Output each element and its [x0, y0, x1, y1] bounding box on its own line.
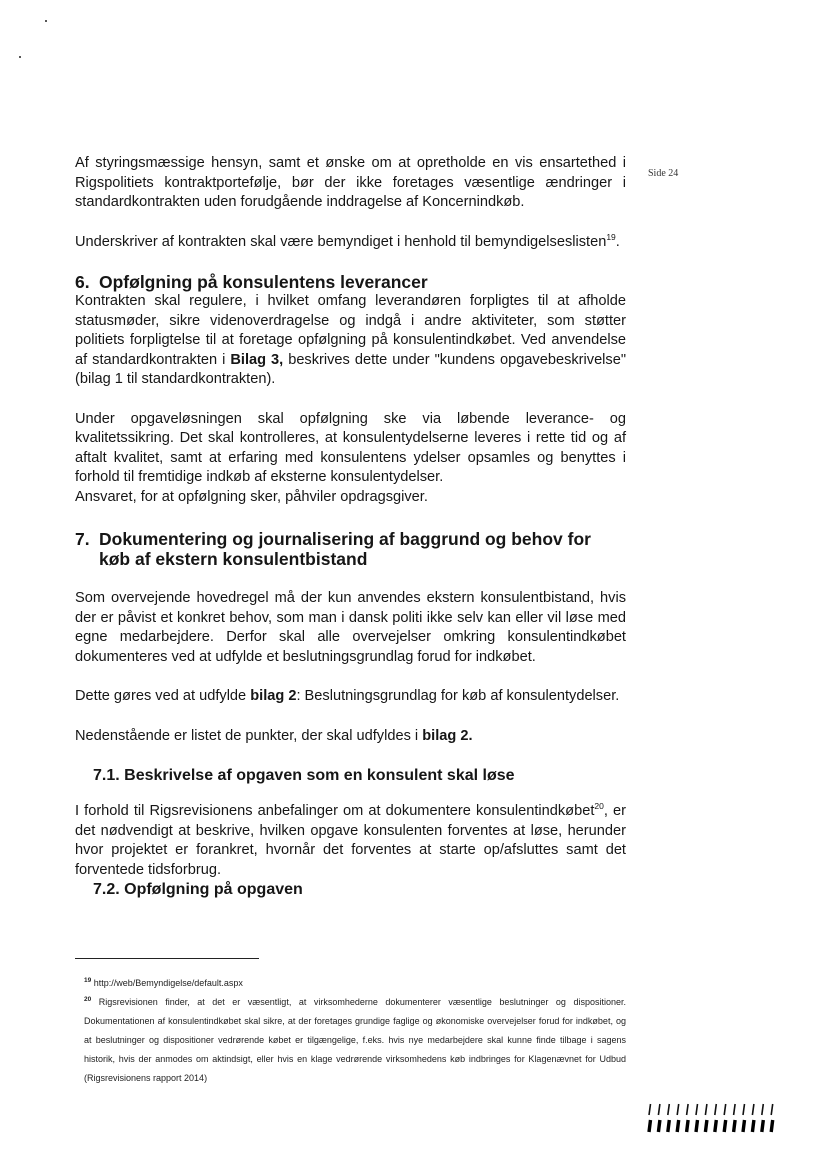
- footnote-19: [84, 974, 626, 993]
- footnote-separator: [75, 958, 259, 959]
- footnote-20-text: Rigsrevisionen finder, at det er væsentligt, at virksomhederne dokumenterer væsentlige beslutninger og dispositioner. Dokumentationen af konsulentindkøbet skal sikre, at der foretages grundige faglige og økonomiske overvejelser forud for indkøbet, og at beslutninger og dispositioner vedrørende købet er tilgængelige, f.eks. hvis nye medarbejdere skal kunne finde tilbage i sagens historik, hvis der anmodes om aktindsigt, eller hvis en klage vedrørende virksomhedens køb indbringes for Klagenævnet for Udbud (Rigsrevisionens rapport 2014): [84, 997, 626, 1083]
- bilag-3-reference: Bilag 3,: [230, 351, 284, 368]
- section-6-heading: [75, 272, 626, 292]
- section-7-1-text: I forhold til Rigsrevisionens anbefalinger om at dokumentere konsulentindkøbet: [75, 803, 595, 819]
- section-7-heading: [75, 529, 626, 569]
- section-7-1-heading: 7.1. Beskrivelse af opgaven som en konsulent skal løse: [93, 767, 515, 784]
- section-7-p2-text-end: : Beslutningsgrundlag for køb af konsulentydelser.: [296, 688, 620, 704]
- bilag-2-reference-2: bilag 2.: [422, 727, 473, 744]
- signer-text: Underskriver af kontrakten skal være bemyndiget i henhold til bemyndigelseslisten: [75, 233, 607, 250]
- footnote-19-marker: 19: [84, 977, 92, 984]
- section-7-p2-text: Dette gøres ved at udfylde: [75, 688, 251, 704]
- section-7-1-paragraph: [75, 802, 626, 880]
- section-7-number: 7.: [75, 529, 90, 549]
- footnote-ref-20: 20: [594, 801, 604, 811]
- section-7-1-text-end: , er det nødvendigt at beskrive, hvilken opgave konsulenten forventes at løse, herunder hvor projektet er forankret, hvornår det forventes at starte op/afsluttes samt det forventede tidsforbrug.: [75, 803, 626, 878]
- intro-paragraph: Af styringsmæssige hensyn, samt et ønske om at opretholde en vis ensartethed i Rigspolitiets kontraktportefølje, bør der ikke foretages væsentlige ændringer i standardkontrakten uden forudgående inddragelse af Koncernindkøb.: [75, 155, 626, 210]
- footnote-19-text: http://web/Bemyndigelse/default.aspx: [93, 978, 243, 988]
- footnote-20-marker: 20: [84, 996, 92, 1003]
- page-number-label: Side 24: [648, 168, 679, 179]
- section-6-p1-text: Kontrakten skal regulere, i hvilket omfang leverandøren forpligtes til at afholde statusmøder, sikre videnoverdragelse og indgå i andre aktiviteter, som støtter politiets forpligtelse til at foretage opfølgning på konsulentindkøbet. Ved anvendelse af standardkontrakten i: [75, 293, 626, 368]
- document-body: [75, 154, 626, 899]
- section-7-paragraph-2: [75, 687, 626, 707]
- footnote-20: [84, 993, 626, 1088]
- section-7-title-line-1: Dokumentering og journalisering af baggrund og behov for: [99, 529, 591, 549]
- section-6-number: 6.: [75, 272, 90, 292]
- section-7-paragraph-3: [75, 727, 626, 747]
- section-7-paragraph-1: Som overvejende hovedregel må der kun anvendes ekstern konsulentbistand, hvis der er påvist et konkret behov, som man i dansk politi ikke selv kan eller vil løse med egne medarbejdere. Derfor skal alle overvejelser omkring konsulentindkøbet dokumenteres ved at udfylde et beslutningsgrundlag forud for indkøbet.: [75, 590, 626, 665]
- section-6-paragraph-3: Ansvaret, for at opfølgning sker, påhviler opdragsgiver.: [75, 488, 428, 505]
- section-6-p1-text-end: beskrives dette under "kundens opgavebeskrivelse" (bilag 1 til standardkontrakten).: [75, 351, 627, 387]
- bilag-2-reference: bilag 2: [250, 688, 297, 704]
- signer-end: .: [615, 233, 620, 250]
- scan-speck: [45, 20, 47, 22]
- footnotes: [84, 974, 626, 1088]
- section-6-paragraph-1: [75, 292, 626, 390]
- section-6-title: Opfølgning på konsulentens leverancer: [99, 272, 428, 292]
- footnote-ref-19: 19: [606, 231, 616, 242]
- signer-paragraph: [75, 233, 626, 253]
- section-7-2-heading: 7.2. Opfølgning på opgaven: [93, 881, 303, 898]
- scan-speck: [19, 56, 21, 58]
- section-7-title-line-2: køb af ekstern konsulentbistand: [99, 549, 368, 569]
- section-7-p3-text: Nedenstående er listet de punkter, der skal udfyldes i: [75, 727, 423, 744]
- section-6-paragraph-2: Under opgaveløsningen skal opfølgning ske via løbende leverance- og kvalitetssikring. Det skal kontrolleres, at konsulentydelserne leveres i rette tid og af aftalt kvalitet, samt at erfaring med konsulentens ydelser opsamles og benyttes i forhold til fremtidige indkøb af eksterne konsulentydelser.: [75, 410, 626, 485]
- barcode-icon: [646, 1103, 778, 1133]
